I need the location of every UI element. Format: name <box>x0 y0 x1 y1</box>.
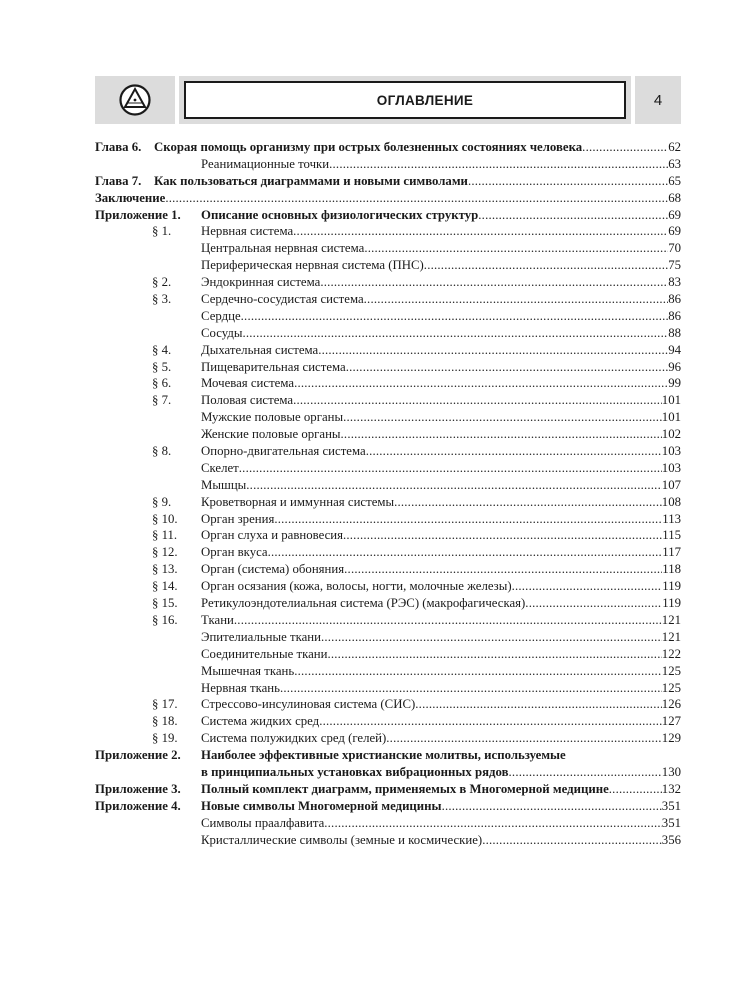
toc-entry-page: 99 <box>668 376 681 391</box>
dot-leader <box>394 494 662 511</box>
toc-entry[interactable] <box>95 781 681 798</box>
toc-entry-page: 102 <box>661 427 681 442</box>
toc-entry-title: Наиболее эффективные христианские молитвы, используемые <box>201 748 566 763</box>
toc-entry-label: § 9. <box>152 494 172 509</box>
toc-entry-title: Орган (система) обоняния <box>201 562 345 577</box>
toc-entry-label: § 17. <box>152 697 178 712</box>
toc-entry-page: 68 <box>668 190 681 205</box>
toc-entry-title: Эпителиальные ткани <box>201 629 321 644</box>
toc-entry[interactable] <box>95 443 681 460</box>
toc-entry[interactable] <box>95 325 681 342</box>
dot-leader <box>346 359 669 376</box>
toc-entry-page: 103 <box>661 460 681 475</box>
toc-entry-title: Сосуды <box>201 325 243 340</box>
dot-leader <box>327 646 661 663</box>
toc-entry[interactable] <box>95 527 681 544</box>
dot-leader <box>344 561 662 578</box>
dot-leader <box>442 798 662 815</box>
dot-leader <box>341 426 662 443</box>
toc-entry[interactable] <box>95 460 681 477</box>
toc-entry[interactable] <box>95 375 681 392</box>
toc-entry-page: 125 <box>661 663 681 678</box>
toc-entry-label: § 7. <box>152 393 172 408</box>
dot-leader <box>165 190 668 207</box>
toc-entry-title: Женские половые органы <box>201 427 341 442</box>
toc-entry-label: § 16. <box>152 612 178 627</box>
toc-entry-title: Символы праалфавита <box>201 815 325 830</box>
toc-entry-page: 88 <box>668 325 681 340</box>
toc-entry-page: 94 <box>668 342 681 357</box>
logo-box <box>95 76 175 124</box>
toc-entry-label: § 12. <box>152 545 178 560</box>
toc-entry-title: Мышцы <box>201 477 247 492</box>
toc-entry[interactable] <box>95 156 681 173</box>
toc-entry[interactable] <box>95 274 681 291</box>
toc-entry[interactable] <box>95 223 681 240</box>
toc-entry-title: Центральная нервная система <box>201 241 365 256</box>
toc-entry-page: 69 <box>668 207 681 222</box>
toc-entry-title: Мочевая система <box>201 376 295 391</box>
dot-leader <box>478 207 668 224</box>
toc-entry-title: Сердце <box>201 308 241 323</box>
toc-entry[interactable] <box>95 747 681 764</box>
toc-entry-page: 117 <box>662 545 681 560</box>
toc-entry[interactable] <box>95 646 681 663</box>
toc-entry[interactable] <box>95 680 681 697</box>
toc-entry[interactable] <box>95 308 681 325</box>
toc-entry-title: Скорая помощь организму при острых болезненных состояниях человека <box>154 140 583 154</box>
toc-entry[interactable] <box>95 815 681 832</box>
toc-entry-page: 351 <box>661 798 681 813</box>
toc-entry-label: Приложение 1. <box>95 207 181 222</box>
toc-entry-title: Сердечно-сосудистая система <box>201 292 364 307</box>
toc-entry[interactable] <box>95 359 681 376</box>
dot-leader <box>239 460 662 477</box>
toc-entry-label: § 2. <box>152 275 172 290</box>
dot-leader <box>482 832 662 849</box>
toc-entry-page: 83 <box>668 275 681 290</box>
toc-entry-title: Орган вкуса <box>201 545 268 560</box>
dot-leader <box>343 527 662 544</box>
toc-entry[interactable] <box>95 764 681 781</box>
dot-leader <box>424 257 668 274</box>
toc-entry-page: 356 <box>661 832 681 847</box>
toc-entry-page: 101 <box>661 410 681 425</box>
toc-entry[interactable] <box>95 392 681 409</box>
toc-entry-page: 75 <box>668 258 681 273</box>
toc-entry[interactable] <box>95 240 681 257</box>
dot-leader <box>364 291 669 308</box>
table-of-contents <box>95 139 681 848</box>
toc-entry-label: Приложение 3. <box>95 781 181 796</box>
toc-entry[interactable] <box>95 511 681 528</box>
toc-entry-label: § 8. <box>152 444 172 459</box>
toc-entry-label: § 10. <box>152 511 178 526</box>
dot-leader <box>294 663 662 680</box>
toc-entry-title: Система полужидких сред (гелей) <box>201 731 387 746</box>
toc-entry-title: Соединительные ткани <box>201 646 328 661</box>
toc-entry-page: 119 <box>662 596 681 611</box>
toc-entry-label: § 4. <box>152 342 172 357</box>
dot-leader <box>364 240 668 257</box>
toc-entry[interactable] <box>95 832 681 849</box>
toc-entry-label: Приложение 2. <box>95 748 181 763</box>
toc-entry-title: Заключение <box>95 190 166 205</box>
dot-leader <box>318 342 668 359</box>
dot-leader <box>294 375 668 392</box>
toc-entry[interactable] <box>95 713 681 730</box>
dot-leader <box>386 730 662 747</box>
toc-entry-label: § 11. <box>152 528 178 543</box>
dot-leader <box>293 223 668 240</box>
toc-entry-page: 96 <box>668 359 681 374</box>
toc-entry[interactable] <box>95 696 681 713</box>
triangle-in-circle-icon <box>118 83 152 117</box>
toc-entry-title: Мужские половые органы <box>201 410 344 425</box>
dot-leader <box>293 392 662 409</box>
toc-entry-page: 121 <box>661 629 681 644</box>
toc-entry-title: в принципиальных установках вибрационных рядов <box>201 764 509 779</box>
toc-entry-title: Ретикулоэндотелиальная система (РЭС) (макрофагическая) <box>201 596 526 611</box>
toc-entry-label: § 13. <box>152 562 178 577</box>
dot-leader <box>582 139 668 156</box>
toc-entry[interactable] <box>95 139 681 156</box>
toc-entry-label: § 1. <box>152 224 172 239</box>
dot-leader <box>268 544 663 561</box>
toc-entry-page: 118 <box>662 562 681 577</box>
toc-entry[interactable] <box>95 291 681 308</box>
toc-entry-page: 130 <box>661 764 681 779</box>
dot-leader <box>512 578 663 595</box>
toc-entry[interactable] <box>95 342 681 359</box>
dot-leader <box>509 764 662 781</box>
toc-entry-title: Стрессово-инсулиновая система (СИС) <box>201 697 416 712</box>
toc-entry-title: Дыхательная система <box>201 342 319 357</box>
toc-entry-page: 107 <box>661 477 681 492</box>
toc-entry[interactable] <box>95 561 681 578</box>
toc-entry-page: 101 <box>661 393 681 408</box>
toc-entry-title: Орган осязания (кожа, волосы, ногти, молочные железы) <box>201 579 512 594</box>
toc-entry-page: 70 <box>668 241 681 256</box>
toc-entry-page: 132 <box>661 781 681 796</box>
toc-entry-label: Глава 6. <box>95 140 142 154</box>
dot-leader <box>468 173 668 190</box>
toc-entry-title: Кроветворная и иммунная системы <box>201 494 395 509</box>
dot-leader <box>274 511 662 528</box>
page-number: 4 <box>635 76 681 124</box>
toc-entry-label: § 5. <box>152 359 172 374</box>
page-header <box>95 76 681 124</box>
toc-entry[interactable] <box>95 426 681 443</box>
toc-entry[interactable] <box>95 798 681 815</box>
dot-leader <box>609 781 662 798</box>
toc-entry-page: 127 <box>661 714 681 729</box>
toc-entry[interactable] <box>95 629 681 646</box>
toc-entry[interactable] <box>95 494 681 511</box>
dot-leader <box>324 815 662 832</box>
toc-entry-page: 62 <box>668 140 681 154</box>
toc-entry-title: Пищеварительная система <box>201 359 346 374</box>
toc-entry-page: 121 <box>661 612 681 627</box>
toc-entry-page: 126 <box>661 697 681 712</box>
toc-entry-title: Система жидких сред <box>201 714 320 729</box>
toc-entry[interactable] <box>95 578 681 595</box>
toc-entry[interactable] <box>95 173 681 190</box>
toc-entry-label: § 14. <box>152 579 178 594</box>
toc-entry-title: Половая система <box>201 393 294 408</box>
toc-entry-page: 129 <box>661 731 681 746</box>
toc-entry[interactable] <box>95 190 681 207</box>
toc-entry[interactable] <box>95 612 681 629</box>
toc-entry-label: § 18. <box>152 714 178 729</box>
toc-entry-title: Как пользоваться диаграммами и новыми символами <box>154 173 468 188</box>
toc-entry-page: 69 <box>668 224 681 239</box>
toc-entry-page: 103 <box>661 444 681 459</box>
page-title: ОГЛАВЛЕНИЕ <box>184 81 626 119</box>
toc-entry-label: § 3. <box>152 292 172 307</box>
toc-entry[interactable] <box>95 663 681 680</box>
dot-leader <box>366 443 662 460</box>
toc-entry-label: § 6. <box>152 376 172 391</box>
toc-entry-title: Орган зрения <box>201 511 275 526</box>
toc-entry-page: 65 <box>668 173 681 188</box>
toc-entry-page: 86 <box>668 292 681 307</box>
toc-entry-title: Периферическая нервная система (ПНС) <box>201 258 424 273</box>
toc-entry-title: Новые символы Многомерной медицины <box>201 798 442 813</box>
toc-entry-label: Глава 7. <box>95 173 142 188</box>
toc-entry-page: 113 <box>662 511 681 526</box>
toc-entry-title: Нервная система <box>201 224 294 239</box>
toc-entry-page: 122 <box>661 646 681 661</box>
dot-leader <box>343 409 662 426</box>
toc-entry[interactable] <box>95 207 681 224</box>
toc-entry[interactable] <box>95 730 681 747</box>
toc-entry-title: Опорно-двигательная система <box>201 444 366 459</box>
toc-entry[interactable] <box>95 595 681 612</box>
toc-entry-title: Реанимационные точки <box>201 156 330 171</box>
toc-entry-label: § 19. <box>152 731 178 746</box>
dot-leader <box>234 612 662 629</box>
toc-entry-page: 119 <box>662 579 681 594</box>
dot-leader <box>415 696 662 713</box>
toc-entry-page: 63 <box>668 156 681 171</box>
toc-entry-title: Ткани <box>201 612 234 627</box>
toc-entry[interactable] <box>95 544 681 561</box>
toc-entry-label: Приложение 4. <box>95 798 181 813</box>
toc-entry-page: 86 <box>668 308 681 323</box>
dot-leader <box>242 325 668 342</box>
dot-leader <box>241 308 669 325</box>
toc-entry[interactable] <box>95 409 681 426</box>
dot-leader <box>280 680 662 697</box>
toc-entry-title: Эндокринная система <box>201 275 321 290</box>
toc-entry-page: 351 <box>661 815 681 830</box>
toc-entry-title: Нервная ткань <box>201 680 280 695</box>
dot-leader <box>321 629 662 646</box>
toc-entry-label: § 15. <box>152 596 178 611</box>
toc-entry[interactable] <box>95 257 681 274</box>
toc-entry-page: 115 <box>662 528 681 543</box>
dot-leader <box>329 156 668 173</box>
dot-leader <box>320 274 668 291</box>
dot-leader <box>525 595 662 612</box>
toc-entry[interactable] <box>95 477 681 494</box>
title-box <box>179 76 631 124</box>
toc-entry-title: Скелет <box>201 460 239 475</box>
dot-leader <box>319 713 662 730</box>
toc-entry-title: Кристаллические символы (земные и космические) <box>201 832 483 847</box>
toc-entry-title: Мышечная ткань <box>201 663 295 678</box>
dot-leader <box>246 477 662 494</box>
toc-entry-page: 125 <box>661 680 681 695</box>
toc-entry-title: Описание основных физиологических структур <box>201 207 479 222</box>
toc-entry-title: Орган слуха и равновесия <box>201 528 343 543</box>
toc-entry-title: Полный комплект диаграмм, применяемых в Многомерной медицине <box>201 781 609 796</box>
toc-entry-page: 108 <box>661 494 681 509</box>
